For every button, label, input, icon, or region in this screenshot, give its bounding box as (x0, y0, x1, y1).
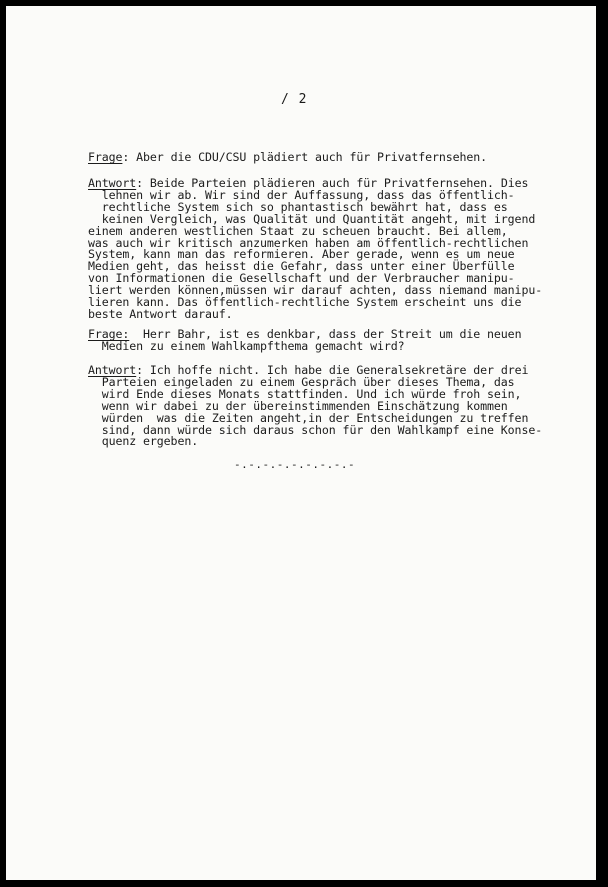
text-line: Parteien eingeladen zu einem Gespräch über dieses Thema, das (88, 374, 515, 389)
text-line: sind, dann würde sich daraus schon für den Wahlkampf eine Konse- (88, 422, 543, 437)
text-line: lieren kann. Das öffentlich-rechtliche System erscheint uns die (88, 295, 522, 310)
scan-edge (596, 0, 608, 887)
text-line: Medien zu einem Wahlkampfthema gemacht wird? (88, 338, 405, 353)
text-line: beste Antwort darauf. (88, 306, 233, 321)
text-line: wenn wir dabei zu der übereinstimmenden Einschätzung kommen (88, 398, 508, 413)
text-line: Medien geht, das heisst die Gefahr, dass unter einer Überfülle (88, 259, 515, 274)
text-line: System, kann man das reformieren. Aber gerade, wenn es um neue (88, 247, 515, 262)
question-label: Frage (88, 150, 123, 164)
answer-1 (88, 178, 558, 321)
text-line: einem anderen westlichen Staat zu scheuen braucht. Bei allem, (88, 223, 508, 238)
text-line: Antwort: Ich hoffe nicht. Ich habe die Generalsekretäre der drei (88, 363, 529, 377)
text-line: was auch wir kritisch anzumerken haben am öffentlich-rechtlichen (88, 235, 529, 250)
text-line: quenz ergeben. (88, 434, 199, 449)
answer-2 (88, 365, 558, 448)
text-line: rechtliche System sich so phantastisch bewährt hat, dass es (88, 199, 508, 214)
text-line: lehnen wir ab. Wir sind der Auffassung, dass das öffentlich- (88, 187, 515, 202)
text-line: liert werden können,müssen wir darauf achten, dass niemand manipu- (88, 283, 543, 298)
text-line: Frage: Aber die CDU/CSU plädiert auch für Privatfernsehen. (88, 150, 488, 164)
text-line: Antwort: Beide Parteien plädieren auch für Privatfernsehen. Dies (88, 176, 529, 190)
text-line: keinen Vergleich, was Qualität und Quantität angeht, mit irgend (88, 211, 536, 226)
end-separator: -.-.-.-.-.-.-.-.- (234, 458, 356, 471)
question-1 (88, 152, 558, 164)
text-line: von Informationen die Gesellschaft und der Verbraucher manipu- (88, 271, 515, 286)
page-number: / 2 (281, 92, 308, 107)
text-line: würden was die Zeiten angeht,in der Entscheidungen zu treffen (88, 410, 529, 425)
text-line: Frage: Herr Bahr, ist es denkbar, dass der Streit um die neuen (88, 327, 522, 341)
question-label: Frage: (88, 327, 130, 341)
text-line: wird Ende dieses Monats stattfinden. Und ich würde froh sein, (88, 386, 522, 401)
question-2 (88, 329, 558, 353)
answer-label: Antwort (88, 363, 137, 377)
answer-label: Antwort (88, 176, 137, 190)
